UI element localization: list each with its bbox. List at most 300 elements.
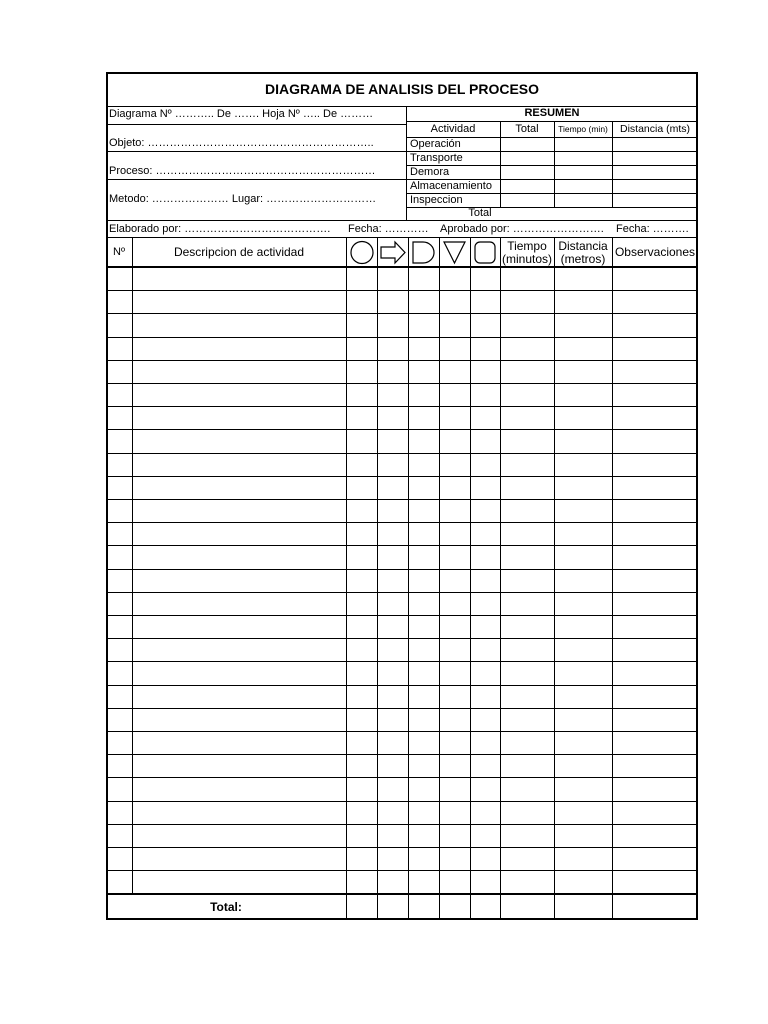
table-cell[interactable] <box>346 824 377 847</box>
table-cell[interactable] <box>106 592 132 615</box>
resumen-input-cell[interactable] <box>612 179 698 193</box>
table-cell[interactable] <box>470 406 500 429</box>
table-cell[interactable] <box>470 360 500 383</box>
table-cell[interactable] <box>346 615 377 638</box>
table-cell[interactable] <box>132 824 346 847</box>
table-cell[interactable] <box>554 383 612 406</box>
table-cell[interactable] <box>554 592 612 615</box>
resumen-input-cell[interactable] <box>554 193 612 207</box>
table-cell[interactable] <box>554 267 612 290</box>
table-cell[interactable] <box>500 754 554 777</box>
table-cell[interactable] <box>439 429 470 452</box>
table-cell[interactable] <box>346 708 377 731</box>
table-cell[interactable] <box>500 801 554 824</box>
table-cell[interactable] <box>346 777 377 800</box>
table-cell[interactable] <box>612 313 698 336</box>
table-cell[interactable] <box>554 337 612 360</box>
table-cell[interactable] <box>612 824 698 847</box>
resumen-input-cell[interactable] <box>554 151 612 165</box>
table-cell[interactable] <box>106 313 132 336</box>
table-cell[interactable] <box>408 824 439 847</box>
table-cell[interactable] <box>408 545 439 568</box>
table-cell[interactable] <box>346 754 377 777</box>
table-cell[interactable] <box>612 522 698 545</box>
table-cell[interactable] <box>500 453 554 476</box>
table-cell[interactable] <box>408 661 439 684</box>
table-cell[interactable] <box>612 360 698 383</box>
table-cell[interactable] <box>554 777 612 800</box>
table-cell[interactable] <box>612 615 698 638</box>
table-cell[interactable] <box>470 847 500 870</box>
table-cell[interactable] <box>439 638 470 661</box>
table-cell[interactable] <box>554 499 612 522</box>
table-cell[interactable] <box>612 453 698 476</box>
table-cell[interactable] <box>470 290 500 313</box>
table-cell[interactable] <box>346 569 377 592</box>
table-cell[interactable] <box>470 661 500 684</box>
table-cell[interactable] <box>106 661 132 684</box>
table-cell[interactable] <box>346 337 377 360</box>
table-cell[interactable] <box>439 522 470 545</box>
table-cell[interactable] <box>377 406 408 429</box>
table-cell[interactable] <box>132 290 346 313</box>
resumen-input-cell[interactable] <box>500 165 554 179</box>
table-cell[interactable] <box>554 847 612 870</box>
table-cell[interactable] <box>470 337 500 360</box>
table-cell[interactable] <box>106 383 132 406</box>
table-cell[interactable] <box>106 870 132 893</box>
table-cell[interactable] <box>377 638 408 661</box>
table-cell[interactable] <box>612 569 698 592</box>
table-cell[interactable] <box>346 522 377 545</box>
table-cell[interactable] <box>612 267 698 290</box>
table-cell[interactable] <box>439 337 470 360</box>
table-cell[interactable] <box>346 870 377 893</box>
table-cell[interactable] <box>612 847 698 870</box>
table-cell[interactable] <box>377 661 408 684</box>
table-cell[interactable] <box>106 754 132 777</box>
table-cell[interactable] <box>377 592 408 615</box>
table-cell[interactable] <box>500 569 554 592</box>
table-cell[interactable] <box>439 383 470 406</box>
table-cell[interactable] <box>439 685 470 708</box>
table-cell[interactable] <box>377 360 408 383</box>
table-cell[interactable] <box>470 824 500 847</box>
resumen-input-cell[interactable] <box>500 179 554 193</box>
objeto-field[interactable]: Objeto: …………………………………………………….. <box>109 137 374 149</box>
resumen-input-cell[interactable] <box>612 151 698 165</box>
table-cell[interactable] <box>500 360 554 383</box>
table-cell[interactable] <box>106 638 132 661</box>
table-cell[interactable] <box>106 847 132 870</box>
table-cell[interactable] <box>346 290 377 313</box>
table-cell[interactable] <box>470 267 500 290</box>
table-cell[interactable] <box>346 360 377 383</box>
table-cell[interactable] <box>612 777 698 800</box>
table-cell[interactable] <box>439 545 470 568</box>
table-cell[interactable] <box>377 499 408 522</box>
table-cell[interactable] <box>346 429 377 452</box>
table-cell[interactable] <box>346 383 377 406</box>
table-cell[interactable] <box>500 824 554 847</box>
table-cell[interactable] <box>377 267 408 290</box>
table-cell[interactable] <box>500 592 554 615</box>
table-cell[interactable] <box>470 592 500 615</box>
table-cell[interactable] <box>439 824 470 847</box>
table-cell[interactable] <box>346 685 377 708</box>
table-cell[interactable] <box>132 870 346 893</box>
table-cell[interactable] <box>408 569 439 592</box>
table-cell[interactable] <box>612 406 698 429</box>
table-cell[interactable] <box>612 476 698 499</box>
table-cell[interactable] <box>377 383 408 406</box>
table-cell[interactable] <box>408 453 439 476</box>
table-cell[interactable] <box>470 731 500 754</box>
table-cell[interactable] <box>554 615 612 638</box>
elaborado-field[interactable]: Elaborado por: …………………………………. <box>109 223 331 235</box>
table-cell[interactable] <box>470 569 500 592</box>
table-cell[interactable] <box>470 708 500 731</box>
table-cell[interactable] <box>470 685 500 708</box>
table-cell[interactable] <box>132 545 346 568</box>
table-cell[interactable] <box>500 383 554 406</box>
table-cell[interactable] <box>408 801 439 824</box>
table-cell[interactable] <box>439 476 470 499</box>
table-cell[interactable] <box>500 522 554 545</box>
table-cell[interactable] <box>612 754 698 777</box>
table-cell[interactable] <box>132 360 346 383</box>
table-cell[interactable] <box>500 499 554 522</box>
table-cell[interactable] <box>408 754 439 777</box>
table-cell[interactable] <box>500 476 554 499</box>
table-cell[interactable] <box>439 801 470 824</box>
table-cell[interactable] <box>500 870 554 893</box>
table-cell[interactable] <box>439 754 470 777</box>
table-cell[interactable] <box>346 499 377 522</box>
table-cell[interactable] <box>439 406 470 429</box>
table-cell[interactable] <box>377 522 408 545</box>
table-cell[interactable] <box>106 267 132 290</box>
table-total-cell[interactable] <box>554 895 612 919</box>
table-cell[interactable] <box>439 870 470 893</box>
table-cell[interactable] <box>612 870 698 893</box>
table-cell[interactable] <box>132 337 346 360</box>
table-cell[interactable] <box>554 638 612 661</box>
table-cell[interactable] <box>408 360 439 383</box>
table-cell[interactable] <box>408 290 439 313</box>
table-cell[interactable] <box>106 545 132 568</box>
table-cell[interactable] <box>408 267 439 290</box>
table-total-cell[interactable] <box>408 895 439 919</box>
table-cell[interactable] <box>377 569 408 592</box>
table-cell[interactable] <box>106 522 132 545</box>
table-cell[interactable] <box>439 615 470 638</box>
table-cell[interactable] <box>554 685 612 708</box>
table-total-cell[interactable] <box>439 895 470 919</box>
table-cell[interactable] <box>377 429 408 452</box>
resumen-input-cell[interactable] <box>612 165 698 179</box>
table-cell[interactable] <box>439 847 470 870</box>
table-cell[interactable] <box>439 499 470 522</box>
table-cell[interactable] <box>132 708 346 731</box>
table-cell[interactable] <box>554 453 612 476</box>
table-cell[interactable] <box>377 290 408 313</box>
table-cell[interactable] <box>106 615 132 638</box>
table-cell[interactable] <box>500 615 554 638</box>
table-cell[interactable] <box>500 847 554 870</box>
table-cell[interactable] <box>132 754 346 777</box>
table-cell[interactable] <box>377 708 408 731</box>
table-cell[interactable] <box>500 708 554 731</box>
table-cell[interactable] <box>132 499 346 522</box>
table-cell[interactable] <box>554 406 612 429</box>
table-cell[interactable] <box>500 661 554 684</box>
table-cell[interactable] <box>346 313 377 336</box>
table-cell[interactable] <box>612 383 698 406</box>
table-cell[interactable] <box>106 708 132 731</box>
table-cell[interactable] <box>132 569 346 592</box>
table-cell[interactable] <box>439 569 470 592</box>
table-cell[interactable] <box>106 290 132 313</box>
table-cell[interactable] <box>470 476 500 499</box>
table-cell[interactable] <box>612 337 698 360</box>
table-cell[interactable] <box>408 383 439 406</box>
table-cell[interactable] <box>612 429 698 452</box>
metodo-lugar-field[interactable]: Metodo: ………………… Lugar: ………………………… <box>109 193 377 205</box>
resumen-input-cell[interactable] <box>554 137 612 151</box>
table-cell[interactable] <box>612 592 698 615</box>
table-cell[interactable] <box>500 429 554 452</box>
table-cell[interactable] <box>439 708 470 731</box>
table-cell[interactable] <box>408 476 439 499</box>
resumen-input-cell[interactable] <box>500 151 554 165</box>
table-cell[interactable] <box>408 685 439 708</box>
resumen-input-cell[interactable] <box>612 193 698 207</box>
table-cell[interactable] <box>132 476 346 499</box>
table-cell[interactable] <box>500 731 554 754</box>
table-cell[interactable] <box>439 661 470 684</box>
table-cell[interactable] <box>470 429 500 452</box>
table-cell[interactable] <box>612 801 698 824</box>
table-cell[interactable] <box>470 638 500 661</box>
table-cell[interactable] <box>554 661 612 684</box>
table-cell[interactable] <box>500 267 554 290</box>
table-cell[interactable] <box>470 801 500 824</box>
table-cell[interactable] <box>377 476 408 499</box>
table-cell[interactable] <box>612 661 698 684</box>
table-cell[interactable] <box>408 522 439 545</box>
table-cell[interactable] <box>377 847 408 870</box>
table-cell[interactable] <box>408 337 439 360</box>
resumen-input-cell[interactable] <box>554 165 612 179</box>
table-cell[interactable] <box>106 360 132 383</box>
table-cell[interactable] <box>554 870 612 893</box>
table-cell[interactable] <box>132 522 346 545</box>
table-cell[interactable] <box>346 453 377 476</box>
table-cell[interactable] <box>439 592 470 615</box>
table-cell[interactable] <box>612 499 698 522</box>
fecha-elaborado-field[interactable]: Fecha: ………… <box>348 223 429 235</box>
table-cell[interactable] <box>500 406 554 429</box>
table-cell[interactable] <box>439 267 470 290</box>
table-cell[interactable] <box>439 290 470 313</box>
table-cell[interactable] <box>554 824 612 847</box>
table-cell[interactable] <box>500 545 554 568</box>
table-cell[interactable] <box>377 313 408 336</box>
table-cell[interactable] <box>377 870 408 893</box>
table-cell[interactable] <box>470 545 500 568</box>
table-cell[interactable] <box>346 592 377 615</box>
table-cell[interactable] <box>612 290 698 313</box>
table-cell[interactable] <box>408 429 439 452</box>
table-cell[interactable] <box>377 337 408 360</box>
table-cell[interactable] <box>346 638 377 661</box>
table-cell[interactable] <box>470 615 500 638</box>
table-cell[interactable] <box>377 731 408 754</box>
table-cell[interactable] <box>408 731 439 754</box>
table-cell[interactable] <box>106 453 132 476</box>
table-total-cell[interactable] <box>377 895 408 919</box>
fecha-aprobado-field[interactable]: Fecha: ………. <box>616 223 689 235</box>
table-cell[interactable] <box>106 569 132 592</box>
table-cell[interactable] <box>408 847 439 870</box>
table-cell[interactable] <box>132 313 346 336</box>
table-cell[interactable] <box>500 337 554 360</box>
table-cell[interactable] <box>439 360 470 383</box>
table-cell[interactable] <box>554 545 612 568</box>
table-total-cell[interactable] <box>346 895 377 919</box>
table-cell[interactable] <box>346 731 377 754</box>
resumen-input-cell[interactable] <box>500 193 554 207</box>
table-cell[interactable] <box>554 522 612 545</box>
table-cell[interactable] <box>500 313 554 336</box>
table-cell[interactable] <box>408 708 439 731</box>
table-cell[interactable] <box>132 661 346 684</box>
table-cell[interactable] <box>408 499 439 522</box>
resumen-input-cell[interactable] <box>554 179 612 193</box>
table-cell[interactable] <box>106 337 132 360</box>
table-cell[interactable] <box>554 313 612 336</box>
table-cell[interactable] <box>554 429 612 452</box>
table-cell[interactable] <box>554 290 612 313</box>
table-cell[interactable] <box>132 685 346 708</box>
table-cell[interactable] <box>377 754 408 777</box>
table-cell[interactable] <box>132 592 346 615</box>
table-cell[interactable] <box>554 476 612 499</box>
table-cell[interactable] <box>106 476 132 499</box>
table-total-cell[interactable] <box>612 895 698 919</box>
resumen-input-cell[interactable] <box>500 137 554 151</box>
table-cell[interactable] <box>106 685 132 708</box>
table-cell[interactable] <box>470 777 500 800</box>
table-cell[interactable] <box>106 777 132 800</box>
table-cell[interactable] <box>439 313 470 336</box>
table-cell[interactable] <box>554 360 612 383</box>
table-cell[interactable] <box>132 847 346 870</box>
table-cell[interactable] <box>377 777 408 800</box>
table-cell[interactable] <box>470 499 500 522</box>
table-cell[interactable] <box>554 801 612 824</box>
table-cell[interactable] <box>106 429 132 452</box>
table-cell[interactable] <box>106 801 132 824</box>
table-cell[interactable] <box>132 429 346 452</box>
table-cell[interactable] <box>500 290 554 313</box>
diagrama-field[interactable]: Diagrama Nº ……….. De ……. Hoja Nº ….. De ……… <box>109 108 374 120</box>
table-cell[interactable] <box>132 638 346 661</box>
table-cell[interactable] <box>106 499 132 522</box>
table-cell[interactable] <box>132 801 346 824</box>
table-cell[interactable] <box>554 754 612 777</box>
table-cell[interactable] <box>500 685 554 708</box>
table-cell[interactable] <box>500 777 554 800</box>
table-cell[interactable] <box>132 615 346 638</box>
table-cell[interactable] <box>408 615 439 638</box>
table-cell[interactable] <box>377 615 408 638</box>
table-cell[interactable] <box>346 545 377 568</box>
table-cell[interactable] <box>132 267 346 290</box>
table-cell[interactable] <box>554 569 612 592</box>
table-cell[interactable] <box>106 731 132 754</box>
table-cell[interactable] <box>470 453 500 476</box>
table-cell[interactable] <box>132 406 346 429</box>
table-cell[interactable] <box>346 406 377 429</box>
table-cell[interactable] <box>106 406 132 429</box>
table-cell[interactable] <box>132 777 346 800</box>
table-cell[interactable] <box>612 638 698 661</box>
table-cell[interactable] <box>346 847 377 870</box>
table-cell[interactable] <box>132 731 346 754</box>
table-cell[interactable] <box>439 777 470 800</box>
table-cell[interactable] <box>408 592 439 615</box>
table-cell[interactable] <box>470 870 500 893</box>
table-cell[interactable] <box>470 754 500 777</box>
table-cell[interactable] <box>346 661 377 684</box>
table-cell[interactable] <box>377 685 408 708</box>
table-cell[interactable] <box>500 638 554 661</box>
table-cell[interactable] <box>408 777 439 800</box>
table-cell[interactable] <box>408 406 439 429</box>
table-cell[interactable] <box>439 453 470 476</box>
table-cell[interactable] <box>377 801 408 824</box>
table-cell[interactable] <box>612 708 698 731</box>
table-cell[interactable] <box>554 708 612 731</box>
table-total-cell[interactable] <box>470 895 500 919</box>
table-cell[interactable] <box>470 313 500 336</box>
table-cell[interactable] <box>612 545 698 568</box>
table-cell[interactable] <box>346 476 377 499</box>
table-cell[interactable] <box>439 731 470 754</box>
table-cell[interactable] <box>408 313 439 336</box>
table-cell[interactable] <box>470 383 500 406</box>
table-total-cell[interactable] <box>500 895 554 919</box>
table-cell[interactable] <box>470 522 500 545</box>
table-cell[interactable] <box>612 685 698 708</box>
table-cell[interactable] <box>377 824 408 847</box>
proceso-field[interactable]: Proceso: …………………………………………………… <box>109 165 376 177</box>
table-cell[interactable] <box>408 870 439 893</box>
aprobado-field[interactable]: Aprobado por: ……………………. <box>440 223 604 235</box>
table-cell[interactable] <box>106 824 132 847</box>
table-cell[interactable] <box>132 383 346 406</box>
table-cell[interactable] <box>612 731 698 754</box>
table-cell[interactable] <box>346 267 377 290</box>
table-cell[interactable] <box>346 801 377 824</box>
table-cell[interactable] <box>132 453 346 476</box>
table-cell[interactable] <box>408 638 439 661</box>
table-cell[interactable] <box>377 453 408 476</box>
table-cell[interactable] <box>554 731 612 754</box>
resumen-input-cell[interactable] <box>612 137 698 151</box>
